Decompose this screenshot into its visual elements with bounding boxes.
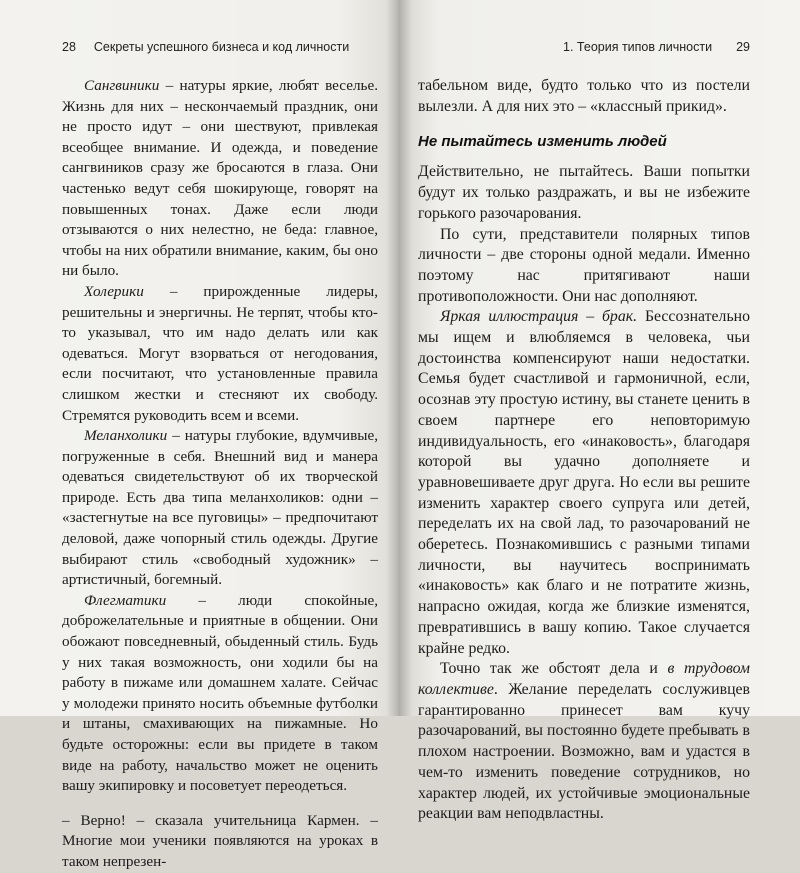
paragraph-sanguine [62,76,378,282]
paragraph-text: По сути, представители полярных типов личности – две стороны одной медали. Именно поэтому нас притягивают наши противоположности. Они нас дополняют. [418,225,750,305]
paragraph-text: – натуры глубокие, вдумчивые, погруженные в себя. Внешний вид и манера одеваться свидетельствуют об их творческой природе. Есть два типа меланхоликов: одни – «застегнутые на все пуговицы» – предпочитают деловой, даже чопорный стиль одежды. Другие выбирают стиль «свободный художник» – артистичный, богемный. [62,427,378,589]
paragraph-dont-change [418,162,750,224]
paragraph-marriage [418,307,750,659]
left-running-title: Секреты успешного бизнеса и код личности [93,40,350,54]
paragraph-text: – люди спокойные, доброжелательные и приятные в общении. Они обожают повседневный, обыденный стиль. Будь у них такая возможность, они ходили бы на работу в пижаме или домашнем халате. Сейчас у молодежи принято носить объемные футболки и штаны, смахивающих на пижамные. Но будьте осторожны: если вы придете в таком виде на работу, начальство может не оценить вашу экипировку и посоветует переодеться. [62,591,378,795]
right-running-head [418,40,750,60]
right-page-number: 29 [736,40,750,54]
right-page [398,0,800,823]
section-subheading: Не пытайтесь изменить людей [418,133,667,151]
paragraph-lead: в трудовом коллективе [418,660,750,698]
left-running-head [62,40,378,60]
paragraph-lead: Меланхолики [84,427,168,445]
paragraph-phlegmatic [62,591,378,797]
paragraph-lead: Флегматики [84,591,167,609]
paragraph-continuation: табельном виде, будто только что из постели вылезли. А для них это – «классный прикид». [418,77,750,115]
paragraph-workplace [418,659,750,825]
paragraph-text: Точно так же обстоят дела и [440,660,668,678]
paragraph-text: – прирожденные лидеры, решительны и энергичны. Не терпят, чтобы кто-то указывал, что им надо делать или как одеваться. Могут взорваться от негодования, если посчитают, что установленные правила слишком жестки и стесняют их свободу. Стремятся руководить всем и всеми. [62,282,378,424]
left-page [0,0,398,870]
left-page-number: 28 [62,40,76,54]
paragraph-polar-types [418,225,750,308]
paragraph-text: Действительно, не пытайтесь. Ваши попытки будут их только раздражать, и вы не избежите горького разочарования. [418,163,750,222]
paragraph-text: – натуры яркие, любят веселье. Жизнь для них – нескончаемый праздник, они не просто идут – они шествуют, привлекая всеобщее внимание. И одежда, и поведение сангвиников сразу же бросаются в глаза. Они частенько ведут себя шокирующе, говорят на повышенных тонах. Даже если люди отзываются о них нелестно, не беда: главное, чтобы на них обратили внимание, каким, бы оно ни было. [62,77,378,280]
paragraph-dialogue [62,811,378,873]
paragraph-lead: Холерики [84,282,144,300]
right-running-title: 1. Теория типов личности [563,40,713,54]
paragraph-text: . Желание переделать сослуживцев гарантированно принесет вам кучу разочарований, вы постоянно будете пребывать в плохом настроении. Возможно, вам и удастся в чем-то изменить поведение сотрудников, но характер людей, их устойчивые эмоциональные реакции вам неподвластны. [418,680,750,823]
paragraph-text: Бессознательно мы ищем и влюбляемся в человека, чьи достоинства компенсируют наши недостатки. Семья будет счастливой и гармоничной, если, осознав эту простую истину, вы станете ценить в своем партнере его неповторимую индивидуальность, его «инаковость», благодаря которой вы удачно дополняете и уравновешиваете друг друга. Но если вы решите изменить характер своего супруга или детей, переделать их на свой лад, то разочарований не оберетесь. Познакомившись с разными типами личности, вы научитесь воспринимать «инаковость» как благо и не потратите жизнь, напрасно ожидая, когда же близкие изменятся, превратившись в вашу копию. Такое случается крайне редко. [418,308,750,657]
paragraph-gap [62,797,378,811]
paragraph-lead: Сангвиники [84,77,160,94]
left-body [62,76,378,873]
paragraph-choleric [62,282,378,426]
paragraph-lead: Яркая иллюстрация – брак. [440,308,638,326]
right-body [418,76,750,825]
paragraph-melancholic [62,426,378,591]
paragraph-text: – Верно! – сказала учительница Кармен. – Многие мои ученики появляются на уроках в таком непрезен- [62,811,378,870]
